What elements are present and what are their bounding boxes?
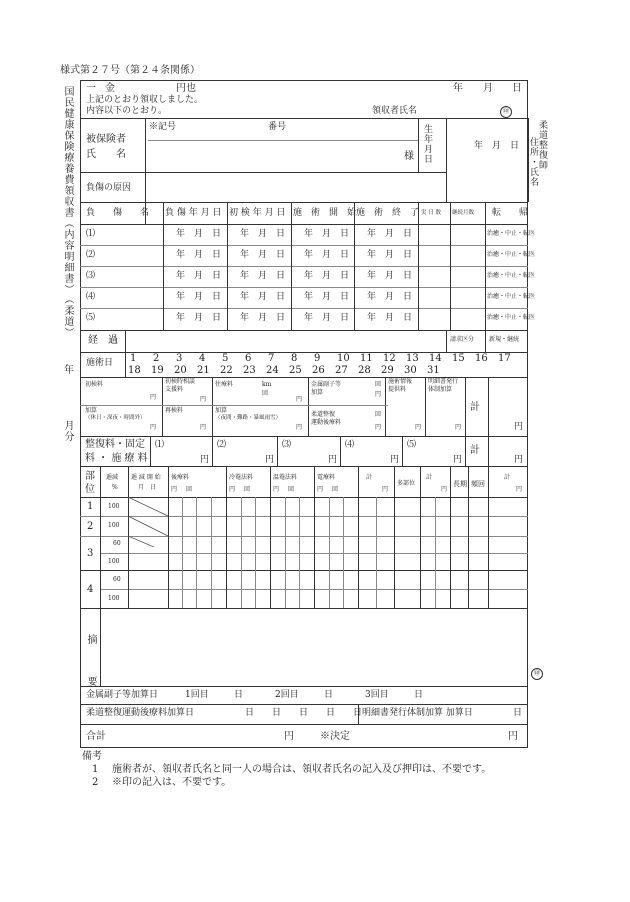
treatment-day[interactable]: 15 — [452, 353, 465, 364]
notes-label: 備考 — [82, 751, 102, 762]
reduction-start-md: 月 日 — [138, 484, 157, 491]
fees-total-label: 計 — [470, 402, 480, 413]
injury-outcome-options[interactable]: 治癒・中止・転医 — [487, 293, 536, 300]
injury-outcome-options[interactable]: 治癒・中止・転医 — [487, 230, 536, 237]
part-number: 3 — [87, 548, 94, 559]
insured-name-input[interactable] — [150, 143, 400, 153]
note-1-number: 1 — [92, 764, 99, 775]
info-fee-yen: 円 — [415, 424, 422, 431]
setting-item-number: ⑶ — [282, 440, 292, 450]
treatment-day[interactable]: 3 — [176, 353, 183, 364]
treatment-days-label: 施術日 — [86, 358, 114, 368]
surcharge-2-label: 加算 — [215, 407, 228, 414]
exercise-fee-yen: 円 — [375, 424, 382, 431]
receipt-kin: 金 — [105, 83, 115, 94]
birth-date-label: 生年月日 — [422, 124, 432, 164]
surcharge-label: 加算 — [85, 407, 98, 414]
treatment-day[interactable]: 28 — [358, 365, 371, 376]
treatment-day[interactable]: 21 — [197, 365, 210, 376]
receipt-day: 日 — [512, 83, 522, 94]
injury-date-field[interactable]: 年 月 日 — [304, 292, 350, 302]
splint-first-day: 日 — [234, 690, 244, 700]
grand-total-input[interactable] — [110, 732, 280, 742]
injury-date-field[interactable]: 年 月 日 — [176, 229, 222, 239]
receipt-year: 年 — [453, 83, 463, 94]
unit-kai: 回 — [244, 486, 251, 493]
insured-kigo: ※記号 — [149, 122, 177, 132]
part-number: 2 — [87, 521, 94, 532]
exercise-fee-label-2: 運動後療料 — [311, 419, 342, 426]
treatment-day[interactable]: 25 — [289, 365, 302, 376]
receipt-month: 月 — [483, 83, 493, 94]
treatment-day[interactable]: 19 — [151, 365, 164, 376]
injury-cause-input[interactable] — [150, 184, 440, 194]
treatment-day[interactable]: 10 — [337, 353, 350, 364]
cold-label: 冷罨法料 — [229, 474, 254, 481]
stmt-fee-yen: 円 — [455, 424, 462, 431]
treatment-day[interactable]: 14 — [429, 353, 442, 364]
treatment-day[interactable]: 29 — [381, 365, 394, 376]
injury-outcome-options[interactable]: 治癒・中止・転医 — [487, 272, 536, 279]
warm-label: 温罨法料 — [273, 474, 298, 481]
splint-second-label: 2回目 — [275, 690, 299, 700]
form-title: 様式第２７号（第２４条関係） — [60, 65, 200, 76]
receipt-yen-nari: 円也 — [176, 83, 196, 94]
form-side-title: 国民健康保険療養費領収書（内容明細書） — [62, 86, 73, 295]
treatment-day[interactable]: 31 — [427, 365, 440, 376]
progress-label: 経 過 — [88, 335, 118, 346]
injury-date-field[interactable]: 年 月 日 — [240, 250, 286, 260]
initial-consult-label-2: 支援料 — [165, 386, 184, 393]
injury-outcome-options[interactable]: 治癒・中止・転医 — [487, 314, 536, 321]
splint-third-day: 日 — [414, 690, 424, 700]
electric-label: 電療料 — [317, 474, 336, 481]
practitioner-sub-label: 住所・氏名 — [528, 137, 538, 187]
injury-header-injury-date: 負 傷 年 月 日 — [165, 208, 222, 218]
splint-dates-label: 金属副子等加算日 — [86, 690, 159, 700]
multi-subtotal-label: 計 — [426, 474, 433, 481]
detail-subtotal-label: 計 — [366, 474, 373, 481]
injury-date-field[interactable]: 年 月 日 — [176, 313, 222, 323]
form-side-year: 年 — [64, 365, 74, 376]
form-side-category: （柔道） — [62, 294, 73, 338]
trip-fee-times: 回 — [262, 390, 269, 397]
exercise-dates-label: 柔道整復運動後療料加算日 — [86, 708, 195, 718]
setting-item-number: ⑷ — [345, 440, 355, 450]
setting-total-label: 計 — [470, 445, 480, 456]
splint-second-day: 日 — [324, 690, 334, 700]
note-2-number: 2 — [92, 777, 99, 788]
claim-category-label: 請求区分 — [450, 336, 475, 343]
initial-consult-label-1: 初検時相談 — [165, 378, 196, 385]
initial-fee-label: 初検料 — [85, 381, 104, 388]
surcharge-2-yen: 円 — [296, 424, 303, 431]
info-fee-label-1: 施術情報 — [388, 378, 413, 385]
unit-yen: 円 — [317, 486, 324, 493]
exercise-dates-days: 日 日 日 日 日 — [245, 708, 363, 718]
treatment-day[interactable]: 9 — [314, 353, 321, 364]
decision-label: ※決定 — [320, 731, 350, 742]
treatment-day[interactable]: 24 — [266, 365, 279, 376]
part-label-bu: 部 — [85, 471, 95, 482]
setting-label-1: 整復料・固定 — [85, 439, 145, 450]
splint-fee-times: 回 — [375, 381, 382, 388]
summary-seal-icon: ㊞ — [531, 668, 543, 680]
unit-kai: 回 — [332, 486, 339, 493]
aftercare-label: 後療料 — [171, 474, 190, 481]
reduction-rate: 100 — [108, 522, 120, 529]
practitioner-label: 柔道整復師 — [537, 120, 547, 170]
injury-date-field[interactable]: 年 月 日 — [176, 292, 222, 302]
unit-kai: 回 — [186, 486, 193, 493]
injury-date-field[interactable]: 年 月 日 — [176, 250, 222, 260]
insured-label: 被保険者 — [86, 134, 126, 145]
treatment-day[interactable]: 30 — [404, 365, 417, 376]
treatment-day[interactable]: 1 — [130, 353, 137, 364]
initial-fee-yen: 円 — [150, 394, 157, 401]
treatment-day[interactable]: 26 — [312, 365, 325, 376]
injury-date-field[interactable]: 年 月 日 — [367, 313, 413, 323]
setting-item-number: ⑴ — [155, 440, 165, 450]
reduction-rate: 60 — [113, 576, 121, 583]
splint-fee-label-1: 金属副子等 — [311, 381, 342, 388]
splint-fee-label-2: 加算 — [311, 389, 324, 396]
splint-fee-yen: 円 — [375, 391, 382, 398]
note-1: 施術者が、領収者氏名と同一人の場合は、領収者氏名の記入及び押印は、不要です。 — [112, 764, 492, 775]
setting-item-yen: 円 — [390, 455, 400, 465]
stmt-dates-label: 明細書発行体制加算 加算日 — [362, 708, 473, 718]
detail-total-label: 計 — [504, 474, 511, 481]
injury-header-end: 施 術 終 了 — [356, 208, 420, 218]
trip-fee-yen: 円 — [296, 396, 303, 403]
setting-item-yen: 円 — [453, 455, 463, 465]
initial-consult-yen: 円 — [200, 396, 207, 403]
insured-name-label: 氏 名 — [86, 149, 126, 160]
injury-row-number: ⑸ — [86, 313, 96, 323]
multi-subtotal-yen: 円 — [441, 486, 448, 493]
revisit-fee-yen: 円 — [200, 424, 207, 431]
injury-header-outcome: 転 帰 — [492, 208, 529, 218]
injury-date-field[interactable]: 年 月 日 — [304, 313, 350, 323]
treatment-day[interactable]: 8 — [291, 353, 298, 364]
injury-header-months: 継続月数 — [452, 210, 475, 216]
setting-item-yen: 円 — [265, 455, 275, 465]
reduction-rate: 100 — [108, 558, 120, 565]
stmt-dates-day: 日 — [513, 708, 523, 718]
summary-label: 摘 要 — [85, 634, 96, 690]
treatment-day[interactable]: 11 — [360, 353, 373, 364]
trip-fee-label: 往療料 — [215, 381, 234, 388]
injury-date-field[interactable]: 年 月 日 — [367, 229, 413, 239]
trip-fee-km: km — [262, 381, 272, 388]
treatment-day[interactable]: 12 — [383, 353, 396, 364]
treatment-day[interactable]: 23 — [243, 365, 256, 376]
treatment-day[interactable]: 2 — [153, 353, 160, 364]
treatment-day[interactable]: 17 — [498, 353, 511, 364]
injury-date-field[interactable]: 年 月 日 — [367, 250, 413, 260]
unit-yen: 円 — [273, 486, 280, 493]
insured-bango: 番号 — [268, 122, 287, 132]
note-2: ※印の記入は、不要です。 — [112, 777, 232, 788]
receipt-ichi: 一 — [86, 83, 96, 94]
multi-part-label: 多部位 — [397, 480, 416, 487]
surcharge-note: （休日・深夜・時間外） — [85, 415, 146, 421]
injury-row-number: ⑵ — [86, 250, 96, 260]
injury-header-start: 施 術 開 始 — [293, 208, 357, 218]
progress-input[interactable] — [130, 336, 440, 346]
injury-date-field[interactable]: 年 月 日 — [304, 250, 350, 260]
birth-date-fields: 年 月 日 — [474, 141, 520, 151]
grand-total-label: 合計 — [86, 731, 106, 742]
injury-date-field[interactable]: 年 月 日 — [240, 271, 286, 281]
unit-yen: 円 — [171, 486, 178, 493]
recipient-name-input[interactable] — [424, 107, 496, 117]
reduction-start-label: 逓 減 開 始 — [131, 474, 161, 481]
receipt-statement: 上記のとおり領収しました。 — [86, 95, 204, 105]
injury-row-number: ⑶ — [86, 271, 96, 281]
splint-third-label: 3回目 — [365, 690, 389, 700]
seal-mark-icon: ㊞ — [500, 106, 512, 118]
reduction-rate: 100 — [108, 595, 120, 602]
part-label-i: 位 — [85, 484, 95, 495]
grand-total-yen: 円 — [284, 731, 294, 742]
exercise-fee-label-1: 柔道整復 — [311, 411, 336, 418]
part-number: 1 — [87, 501, 94, 512]
setting-item-number: ⑸ — [407, 440, 417, 450]
fees-total-yen: 円 — [514, 422, 524, 432]
decision-yen: 円 — [508, 731, 518, 742]
reduction-rate: 100 — [108, 503, 120, 510]
detail-subtotal-yen: 円 — [382, 486, 389, 493]
reduction-percent: % — [112, 484, 118, 491]
detail-total-yen: 円 — [516, 486, 523, 493]
long-term-label: 長期 — [453, 480, 467, 488]
injury-header-first-exam: 初 検 年 月 日 — [229, 208, 286, 218]
injury-outcome-options[interactable]: 治癒・中止・転医 — [487, 251, 536, 258]
summary-input[interactable] — [106, 616, 506, 676]
injury-date-field[interactable]: 年 月 日 — [176, 271, 222, 281]
amount-input[interactable] — [118, 84, 174, 94]
unit-kai: 回 — [288, 486, 295, 493]
injury-date-field[interactable]: 年 月 日 — [304, 271, 350, 281]
surcharge-2-note: （夜間・難路・暴風雨雪） — [215, 415, 282, 421]
setting-total-yen: 円 — [514, 455, 524, 465]
injury-cause-label: 負傷の原因 — [86, 183, 132, 193]
setting-item-yen: 円 — [328, 455, 338, 465]
treatment-day[interactable]: 7 — [268, 353, 275, 364]
treatment-day[interactable]: 5 — [222, 353, 229, 364]
treatment-day[interactable]: 22 — [220, 365, 233, 376]
injury-header-days: 実 日 数 — [421, 210, 441, 216]
unit-yen: 円 — [229, 486, 236, 493]
treatment-day[interactable]: 6 — [245, 353, 252, 364]
treatment-day[interactable]: 20 — [174, 365, 187, 376]
splint-first-label: 1回目 — [185, 690, 209, 700]
injury-row-number: ⑷ — [86, 292, 96, 302]
reduction-label: 逓減 — [106, 474, 119, 481]
stmt-fee-label-2: 体制加算 — [428, 386, 453, 393]
revisit-fee-label: 再検料 — [165, 407, 184, 414]
treatment-day[interactable]: 16 — [475, 353, 488, 364]
injury-header-name: 負 傷 名 — [86, 208, 150, 218]
setting-item-number: ⑵ — [217, 440, 227, 450]
treatment-day[interactable]: 18 — [128, 365, 141, 376]
injury-date-field[interactable]: 年 月 日 — [367, 271, 413, 281]
info-fee-label-2: 提供料 — [388, 386, 407, 393]
recipient-name-label: 領収者氏名 — [372, 106, 418, 116]
surcharge-yen: 円 — [150, 424, 157, 431]
injury-date-field[interactable]: 年 月 日 — [240, 229, 286, 239]
receipt-content-note: 内容以下のとおり。 — [86, 106, 168, 116]
reduction-rate: 60 — [113, 540, 121, 547]
injury-date-field[interactable]: 年 月 日 — [367, 292, 413, 302]
stmt-fee-label-1: 明細書発行 — [428, 378, 459, 385]
part-number: 4 — [87, 584, 94, 595]
exercise-fee-times: 回 — [375, 411, 382, 418]
injury-date-field[interactable]: 年 月 日 — [240, 292, 286, 302]
form-side-month: 月分 — [62, 420, 73, 442]
treatment-day[interactable]: 4 — [199, 353, 206, 364]
injury-row-number: ⑴ — [86, 229, 96, 239]
frequency-label: 頻回 — [471, 480, 485, 488]
treatment-day[interactable]: 13 — [406, 353, 419, 364]
setting-item-yen: 円 — [200, 455, 210, 465]
strike-diagonals — [128, 497, 168, 547]
setting-label-2: 料 ・ 施 療 料 — [85, 453, 148, 464]
claim-category-options[interactable]: 新規・継続 — [489, 336, 520, 343]
insured-sama: 様 — [404, 151, 414, 162]
treatment-day[interactable]: 27 — [335, 365, 348, 376]
injury-date-field[interactable]: 年 月 日 — [304, 229, 350, 239]
injury-date-field[interactable]: 年 月 日 — [240, 313, 286, 323]
